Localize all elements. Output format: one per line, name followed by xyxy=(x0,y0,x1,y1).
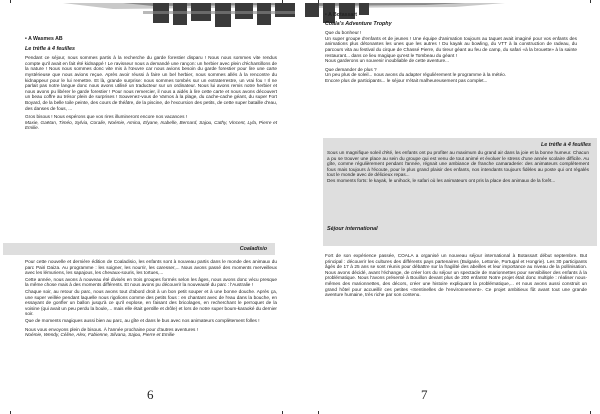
body-paragraph: Sous un magnifique soleil d'été, les enfants ont pu profiter au maximum du grand air dans la joie et la bonne humeur. Chacun a pu se trouver une place au sein du groupe qui est venu de tout animé et évoluer le stress d'une année scolaire difficile. Au gîte, comme régulièrement pendant l'année, régnait une ambiance de franche camaraderie: des animateurs complètement fous mais toujours à l'écoute, pour le plus grand plaisir des enfants, nos intendants toujours fidèles au poste qui ont régalés tout le monde avec de délicieux repas... xyxy=(327,150,589,178)
signature: Noémie, Wendy, Céline, Alex, Fabienne, Silvana, Sajou, Pierre et Emilie xyxy=(25,332,175,338)
body-paragraph: Nous garderons un souvenir inoubliable de cette aventure... xyxy=(325,58,450,64)
org-heading: • A Botassart xyxy=(325,12,357,18)
body-paragraph: Nous vous envoyons plein de bisous. À l'année prochaine pour d'autres aventures ! xyxy=(25,326,198,332)
left-page xyxy=(3,3,295,409)
body-paragraph: Que de moments magiques aussi bien au parc, au gîte et dans le bus avec nos animateurs complètement folles ! xyxy=(25,317,260,323)
section-band xyxy=(323,138,597,246)
signature: Maxie, Gaëtan, Timéo, Sylvia, Coralie, Noémie, Amina, Elyane, Isabelle, Bernard, Sajou, Cathy, Vincent, Lyla, Pierre et Emilie. xyxy=(25,119,277,131)
decorative-banner xyxy=(3,3,295,29)
section-band xyxy=(3,243,275,255)
body-paragraph: Gros bisous ! Nous espérons que vos rires illumineront encore nos vacances ! xyxy=(25,114,188,120)
page-gutter xyxy=(295,0,305,414)
body-paragraph: Encore plus de participants... le séjour n'était malheureusement pas complet... xyxy=(325,77,488,83)
body-paragraph: Pendant ce séjour, nous sommes partis à la recherche du garde forestier disparu ! Nous nous sommes vite rendus compte qu'il avait en fait été kidnappé ! Le ravisseur nous a demandé une rançon: un herbier avec plein d'échantillons de la nature ! Nous nous sommes donc vite mis à l'œuvre car nous avions besoin du garde forestier pour lire une carte mystérieuse que nous avions reçue. Après avoir réussi à faire un bel herbier, nous sommes allés à la rencontre du kidnappeur pour le lui remettre. Et là, grande surprise: nous sommes tombés sur un extraterrestre, un vrai fou ! Il ne parlait pas notre langue donc nous avons utilisé un traducteur sur un ordinateur. Nous lui avons remis notre herbier et nous avons pu libérer le garde forestier ! Pour nous remercier, il nous a aidés à lire cette carte et nous avons découvert un beau coffre au trésor plein de surprises ! Souvenez-vous de Varnos à la plage, du cache-cache géant, du super Fort Boyard, de la belle toile peinte, des cours de théâtre, de la piscine, de l'excursion des petits, de cette super bataille d'eau, des danses de fous, ... xyxy=(25,55,277,111)
body-paragraph: Cette année, nous avons à nouveau été divisés en trois groupes formés selon les âges, nous avons donc vécu presque la même chose mais à des moments différents. Et nous avons pu découvrir la nouveauté du parc : l'Australie ! xyxy=(25,276,277,288)
band-title: Le trèfle à 4 feuilles xyxy=(540,142,591,148)
org-heading: • A Wasmes AB xyxy=(25,36,63,42)
section-title: Séjour international xyxy=(327,226,378,232)
section-title: Le trèfle à 4 feuilles xyxy=(25,45,76,52)
body-paragraph: Un super groupe d'enfants et de jeunes ! Une équipe d'animation toujours au taquet avait imaginé pour vos enfants des animations plus détonantes les unes que les autres ! Du kayak au bowling, du VTT à la construction de radeau, du parcours vita au festival du cirque de Chassé Pierre, du tireur géant au feu de camp, du safari «à la brouette» à la sainte restaurant... dans ce lieu magique qu'est le Tombeau du géant ! xyxy=(325,35,577,58)
band-title: Coaladisio xyxy=(239,246,267,252)
body-paragraph: Pour cette nouvelle et dernière édition de Coaladisio, les enfants sont à nouveau partis dans le monde des animaux du parc Pairi Daiza. Au programme : les soigner, les nourrir, les caresser,... Nous avons passé des moments merveilleux avec les lémuriens, les sapajous, les chevaux-souris, les tortues,... xyxy=(25,259,277,276)
body-paragraph: Chaque soir, au retour du parc, nous avons tout d'abord droit à un bon petit souper et à une bonne douche. Après ça, une super veillée pendant laquelle nous rigolions comme des petits fous : en chantant avec de l'eau dans la bouche, en essayant de gonfler un ballon jusqu'à ce qu'il explose, en faisant des bricolages, en recherchant le perroquet de la voisine (qui avait un peu perdu la boule,... mais elle était gentille et drôle) et lors de notre super boum-karaoké du dernier soir. xyxy=(25,288,277,317)
right-page xyxy=(305,3,597,409)
section-title: Coala's Adventure Trophy xyxy=(325,20,392,27)
page-number: 7 xyxy=(421,387,428,402)
body-paragraph: Des moments forts: le kayak, le unihock, le safari où les animateurs ont pris la place des animaux de la forêt... xyxy=(327,177,556,183)
page-number: 6 xyxy=(147,387,154,402)
body-paragraph: Fort de son expérience passée, COALA a organisé un nouveau séjour international à Botassart début septembre. But principal : découvrir les cultures des différents pays partenaires (Bulgarie, Lettonie, Portugal et Hongrie). Les 30 participants âgés de 17 à 25 ans se sont réunis pour débattre sur la fragilité des abeilles et leur importance au niveau de la pollinisation. Nous avons décidé, avant l'échange, de créer lors du séjour un spectacle de marionnettes pour sensibiliser des enfants à la problématique. Nous l'avons présenté à Bouillon devant plus de 200 enfants! Notre projet était donc multiple : réaliser nous-mêmes des marionnettes, des décors, créer une histoire expliquant la problématique,... et nous avons aussi construit un grand hôtel pour accueillir ces petites «Sentinelles de l'environnement». Ce projet ambitieux fût avant tout une grande aventure humaine, très riche par son contenu. xyxy=(325,253,587,298)
body-paragraph: Un peu plus de soleil... nous avons du adapter régulièrement le programme à la météo. xyxy=(325,72,507,78)
body-paragraph: Que demander de plus ? xyxy=(325,66,377,72)
body-paragraph: Que du bonheur ! xyxy=(325,30,362,36)
